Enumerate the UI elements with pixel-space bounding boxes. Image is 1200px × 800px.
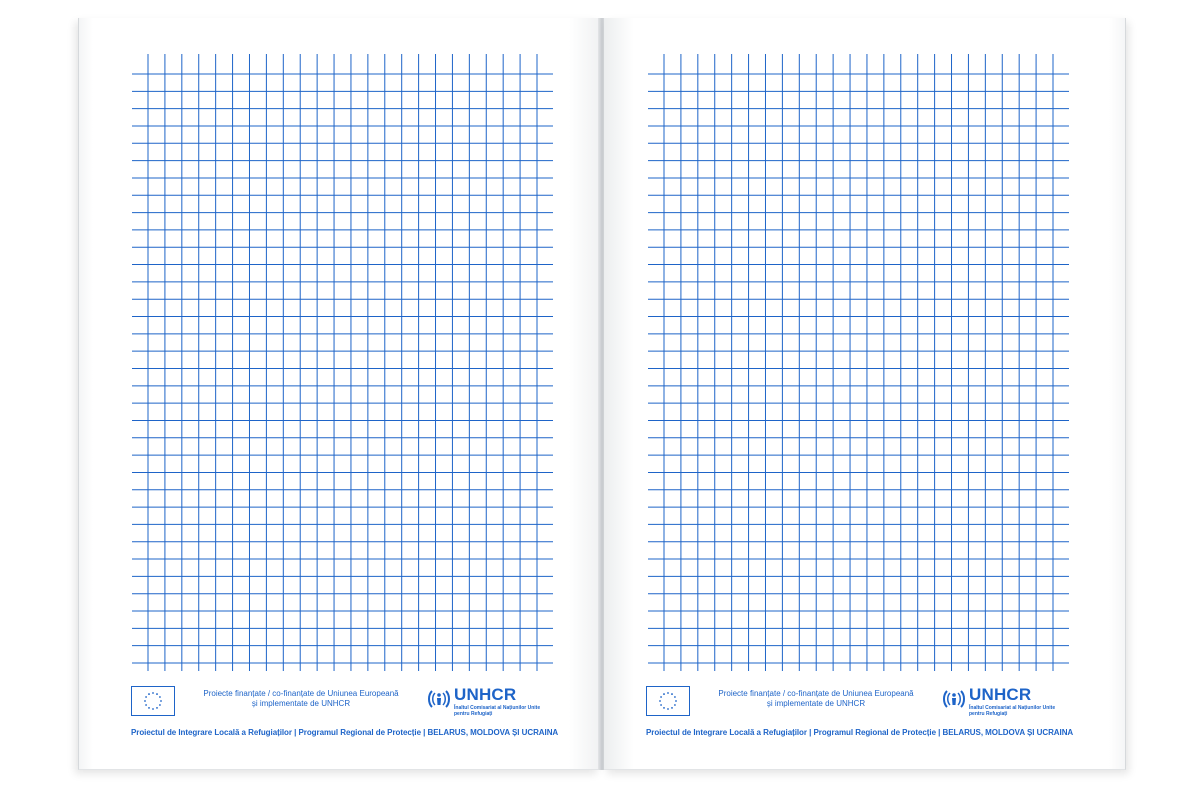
funding-statement — [191, 689, 411, 709]
unhcr-subtitle-line-1: Înaltul Comisariat al Națiunilor Unite — [454, 705, 541, 711]
unhcr-subtitle-line-1: Înaltul Comisariat al Națiunilor Unite — [969, 705, 1056, 711]
eu-star — [148, 693, 150, 695]
eu-star — [659, 700, 661, 702]
unhcr-subtitle — [969, 705, 1109, 717]
eu-star — [663, 693, 665, 695]
eu-star — [144, 700, 146, 702]
left-page — [78, 18, 600, 770]
eu-star — [156, 707, 158, 709]
project-line: Proiectul de Integrare Locală a Refugiaților | Programul Regional de Protecție | BELARUS, MOLDOVA ȘI UCRAINA — [131, 728, 559, 737]
project-line: Proiectul de Integrare Locală a Refugiaților | Programul Regional de Protecție | BELARUS, MOLDOVA ȘI UCRAINA — [646, 728, 1074, 737]
unhcr-emblem-icon — [942, 687, 966, 711]
eu-star — [160, 700, 162, 702]
funding-line-1: Proiecte finanțate / co-finanțate de Uniunea Europeană — [203, 689, 399, 698]
eu-star — [667, 708, 669, 710]
eu-star — [671, 693, 673, 695]
eu-star — [145, 704, 147, 706]
unhcr-logo — [427, 684, 587, 720]
eu-flag-icon — [646, 686, 690, 716]
eu-star — [660, 704, 662, 706]
unhcr-subtitle — [454, 705, 594, 717]
unhcr-name: UNHCR — [454, 685, 517, 704]
eu-star — [660, 696, 662, 698]
unhcr-subtitle-line-2: pentru Refugiați — [969, 711, 1008, 717]
eu-star — [663, 707, 665, 709]
eu-star — [152, 692, 154, 694]
left-page-footer — [131, 682, 591, 742]
unhcr-name: UNHCR — [969, 685, 1032, 704]
eu-star — [159, 696, 161, 698]
unhcr-logo — [942, 684, 1102, 720]
grid-lines — [648, 54, 1069, 671]
eu-star — [671, 707, 673, 709]
eu-star — [145, 696, 147, 698]
right-page-footer — [646, 682, 1106, 742]
open-notebook — [78, 18, 1126, 770]
eu-star — [156, 693, 158, 695]
eu-star — [148, 707, 150, 709]
eu-star — [674, 704, 676, 706]
funding-statement — [706, 689, 926, 709]
unhcr-emblem-icon — [427, 687, 451, 711]
funding-line-2: și implementate de UNHCR — [251, 699, 351, 708]
funding-line-2: și implementate de UNHCR — [766, 699, 866, 708]
eu-flag-icon — [131, 686, 175, 716]
funding-line-1: Proiecte finanțate / co-finanțate de Uniunea Europeană — [718, 689, 914, 698]
unhcr-subtitle-line-2: pentru Refugiați — [454, 711, 493, 717]
right-page — [604, 18, 1126, 770]
grid-lines — [132, 54, 553, 671]
eu-star — [674, 696, 676, 698]
right-page-grid — [648, 54, 1069, 671]
eu-star — [152, 708, 154, 710]
eu-star — [159, 704, 161, 706]
eu-star — [667, 692, 669, 694]
eu-star — [675, 700, 677, 702]
left-page-grid — [132, 54, 553, 671]
eu-stars — [647, 687, 689, 715]
eu-stars — [132, 687, 174, 715]
